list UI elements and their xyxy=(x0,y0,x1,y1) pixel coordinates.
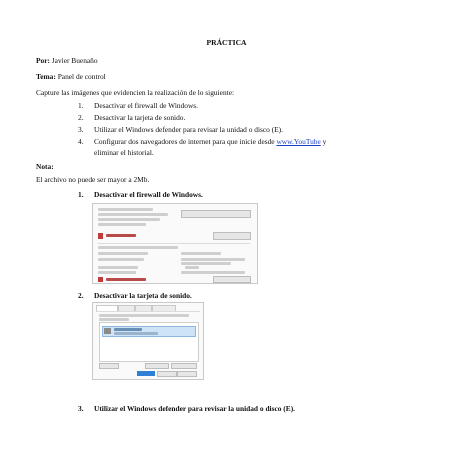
section-2-number: 2. xyxy=(78,291,84,300)
firewall-screenshot xyxy=(92,203,258,284)
task-4-text-a: Configurar dos navegadores de internet para que inicie desde xyxy=(94,137,277,146)
task-3-text: Utilizar el Windows defender para revisar la unidad o disco (E). xyxy=(94,125,283,134)
section-1-heading: Desactivar el firewall de Windows. xyxy=(94,190,203,199)
task-3-number: 3. xyxy=(78,125,84,134)
section-3-heading: Utilizar el Windows defender para revisar la unidad o disco (E). xyxy=(94,404,296,413)
note-text: El archivo no puede ser mayor a 2Mb. xyxy=(36,175,150,184)
task-4-line-1 xyxy=(94,137,326,146)
task-4-line-2: eliminar el historial. xyxy=(94,148,154,157)
device-list xyxy=(99,322,199,362)
topic-label: Tema: xyxy=(36,72,56,81)
author-name: Javier Buenaño xyxy=(49,56,98,65)
task-1-number: 1. xyxy=(78,101,84,110)
accept-button xyxy=(137,371,155,376)
section-1-number: 1. xyxy=(78,190,84,199)
topic-text: Panel de control xyxy=(55,72,106,81)
task-4-number: 4. xyxy=(78,137,84,146)
author-label: Por: xyxy=(36,56,50,65)
author-line xyxy=(36,56,98,65)
doc-title: PRÁCTICA xyxy=(206,38,247,47)
topic-line xyxy=(36,72,106,81)
youtube-link[interactable]: www.YouTube xyxy=(276,137,321,146)
section-2-heading: Desactivar la tarjeta de sonido. xyxy=(94,291,192,300)
section-3-number: 3. xyxy=(78,404,84,413)
task-2-text: Desactivar la tarjeta de sonido. xyxy=(94,113,186,122)
task-1-text: Desactivar el firewall de Windows. xyxy=(94,101,199,110)
shield-warning-icon xyxy=(98,233,103,239)
sound-settings-screenshot xyxy=(92,302,204,380)
speaker-icon xyxy=(104,328,111,334)
note-label: Nota: xyxy=(36,162,54,171)
task-2-number: 2. xyxy=(78,113,84,122)
task-4-text-b: y xyxy=(320,137,327,146)
restore-defaults-button xyxy=(181,210,251,218)
intro-text: Capture las imágenes que evidencien la realización de lo siguiente: xyxy=(36,88,235,97)
